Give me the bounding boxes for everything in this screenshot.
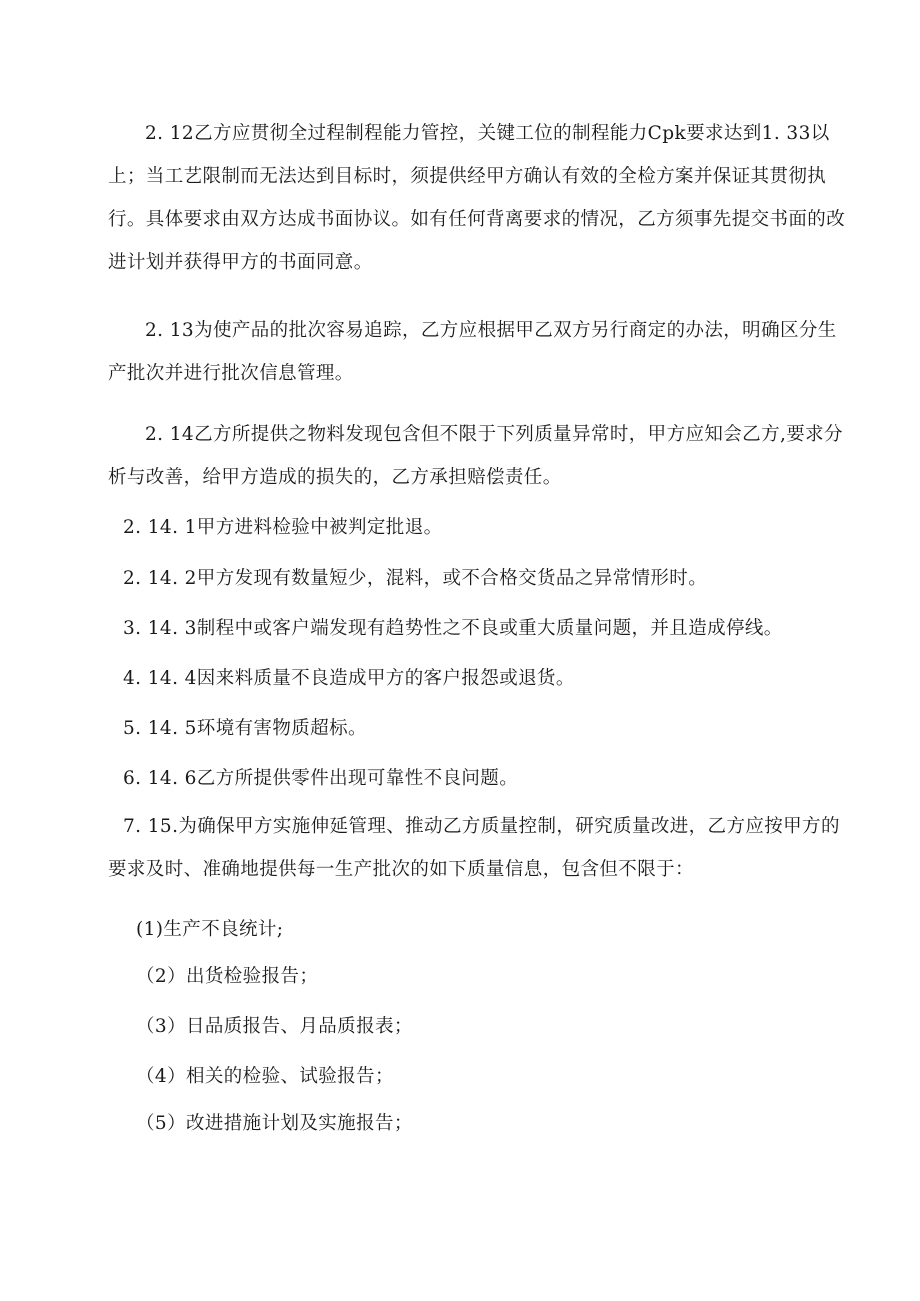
paragraph-2-14-2: 2. 14. 2甲方发现有数量短少，混料，或不合格交货品之异常情形时。 <box>123 568 708 589</box>
paragraph-2-15: 7. 15.为确保甲方实施伸延管理、推动乙方质量控制，研究质量改进，乙方应按甲方的要求及时、准确地提供每一生产批次的如下质量信息，包含但不限于： <box>108 816 840 880</box>
paragraph-2-14-1: 2. 14. 1甲方进料检验中被判定批退。 <box>123 517 443 538</box>
paragraph-2-14-6: 6. 14. 6乙方所提供零件出现可靠性不良问题。 <box>123 768 519 789</box>
paragraph-2-14-4: 4. 14. 4因来料质量不良造成甲方的客户报怨或退货。 <box>123 668 575 689</box>
paragraph-2-13: 2. 13为使产品的批次容易追踪，乙方应根据甲乙双方另行商定的办法，明确区分生产批次并进行批次信息管理。 <box>108 320 837 384</box>
list-item: (1)生产不良统计; <box>136 919 284 940</box>
paragraph-2-14-5: 5. 14. 5环境有害物质超标。 <box>123 718 367 739</box>
list-item: （4）相关的检验、试验报告； <box>136 1066 394 1087</box>
list-item: （5）改进措施计划及实施报告； <box>136 1113 413 1134</box>
paragraph-2-14-3: 3. 14. 3制程中或客户端发现有趋势性之不良或重大质量问题，并且造成停线。 <box>123 618 783 639</box>
list-item: （2）出货检验报告； <box>136 966 319 987</box>
list-item: （3）日品质报告、月品质报表； <box>136 1016 413 1037</box>
paragraph-2-12: 2. 12乙方应贯彻全过程制程能力管控，关键工位的制程能力Cpk要求达到1. 33以上；当工艺限制而无法达到目标时，须提供经甲方确认有效的全检方案并保证其贯彻执行。具体要求由双方达成书面协议。如有任何背离要求的情况，乙方须事先提交书面的改进计划并获得甲方的书面同意。 <box>108 123 846 273</box>
paragraph-2-14: 2. 14乙方所提供之物料发现包含但不限于下列质量异常时，甲方应知会乙方,要求分析与改善，给甲方造成的损失的，乙方承担赔偿责任。 <box>108 424 843 488</box>
